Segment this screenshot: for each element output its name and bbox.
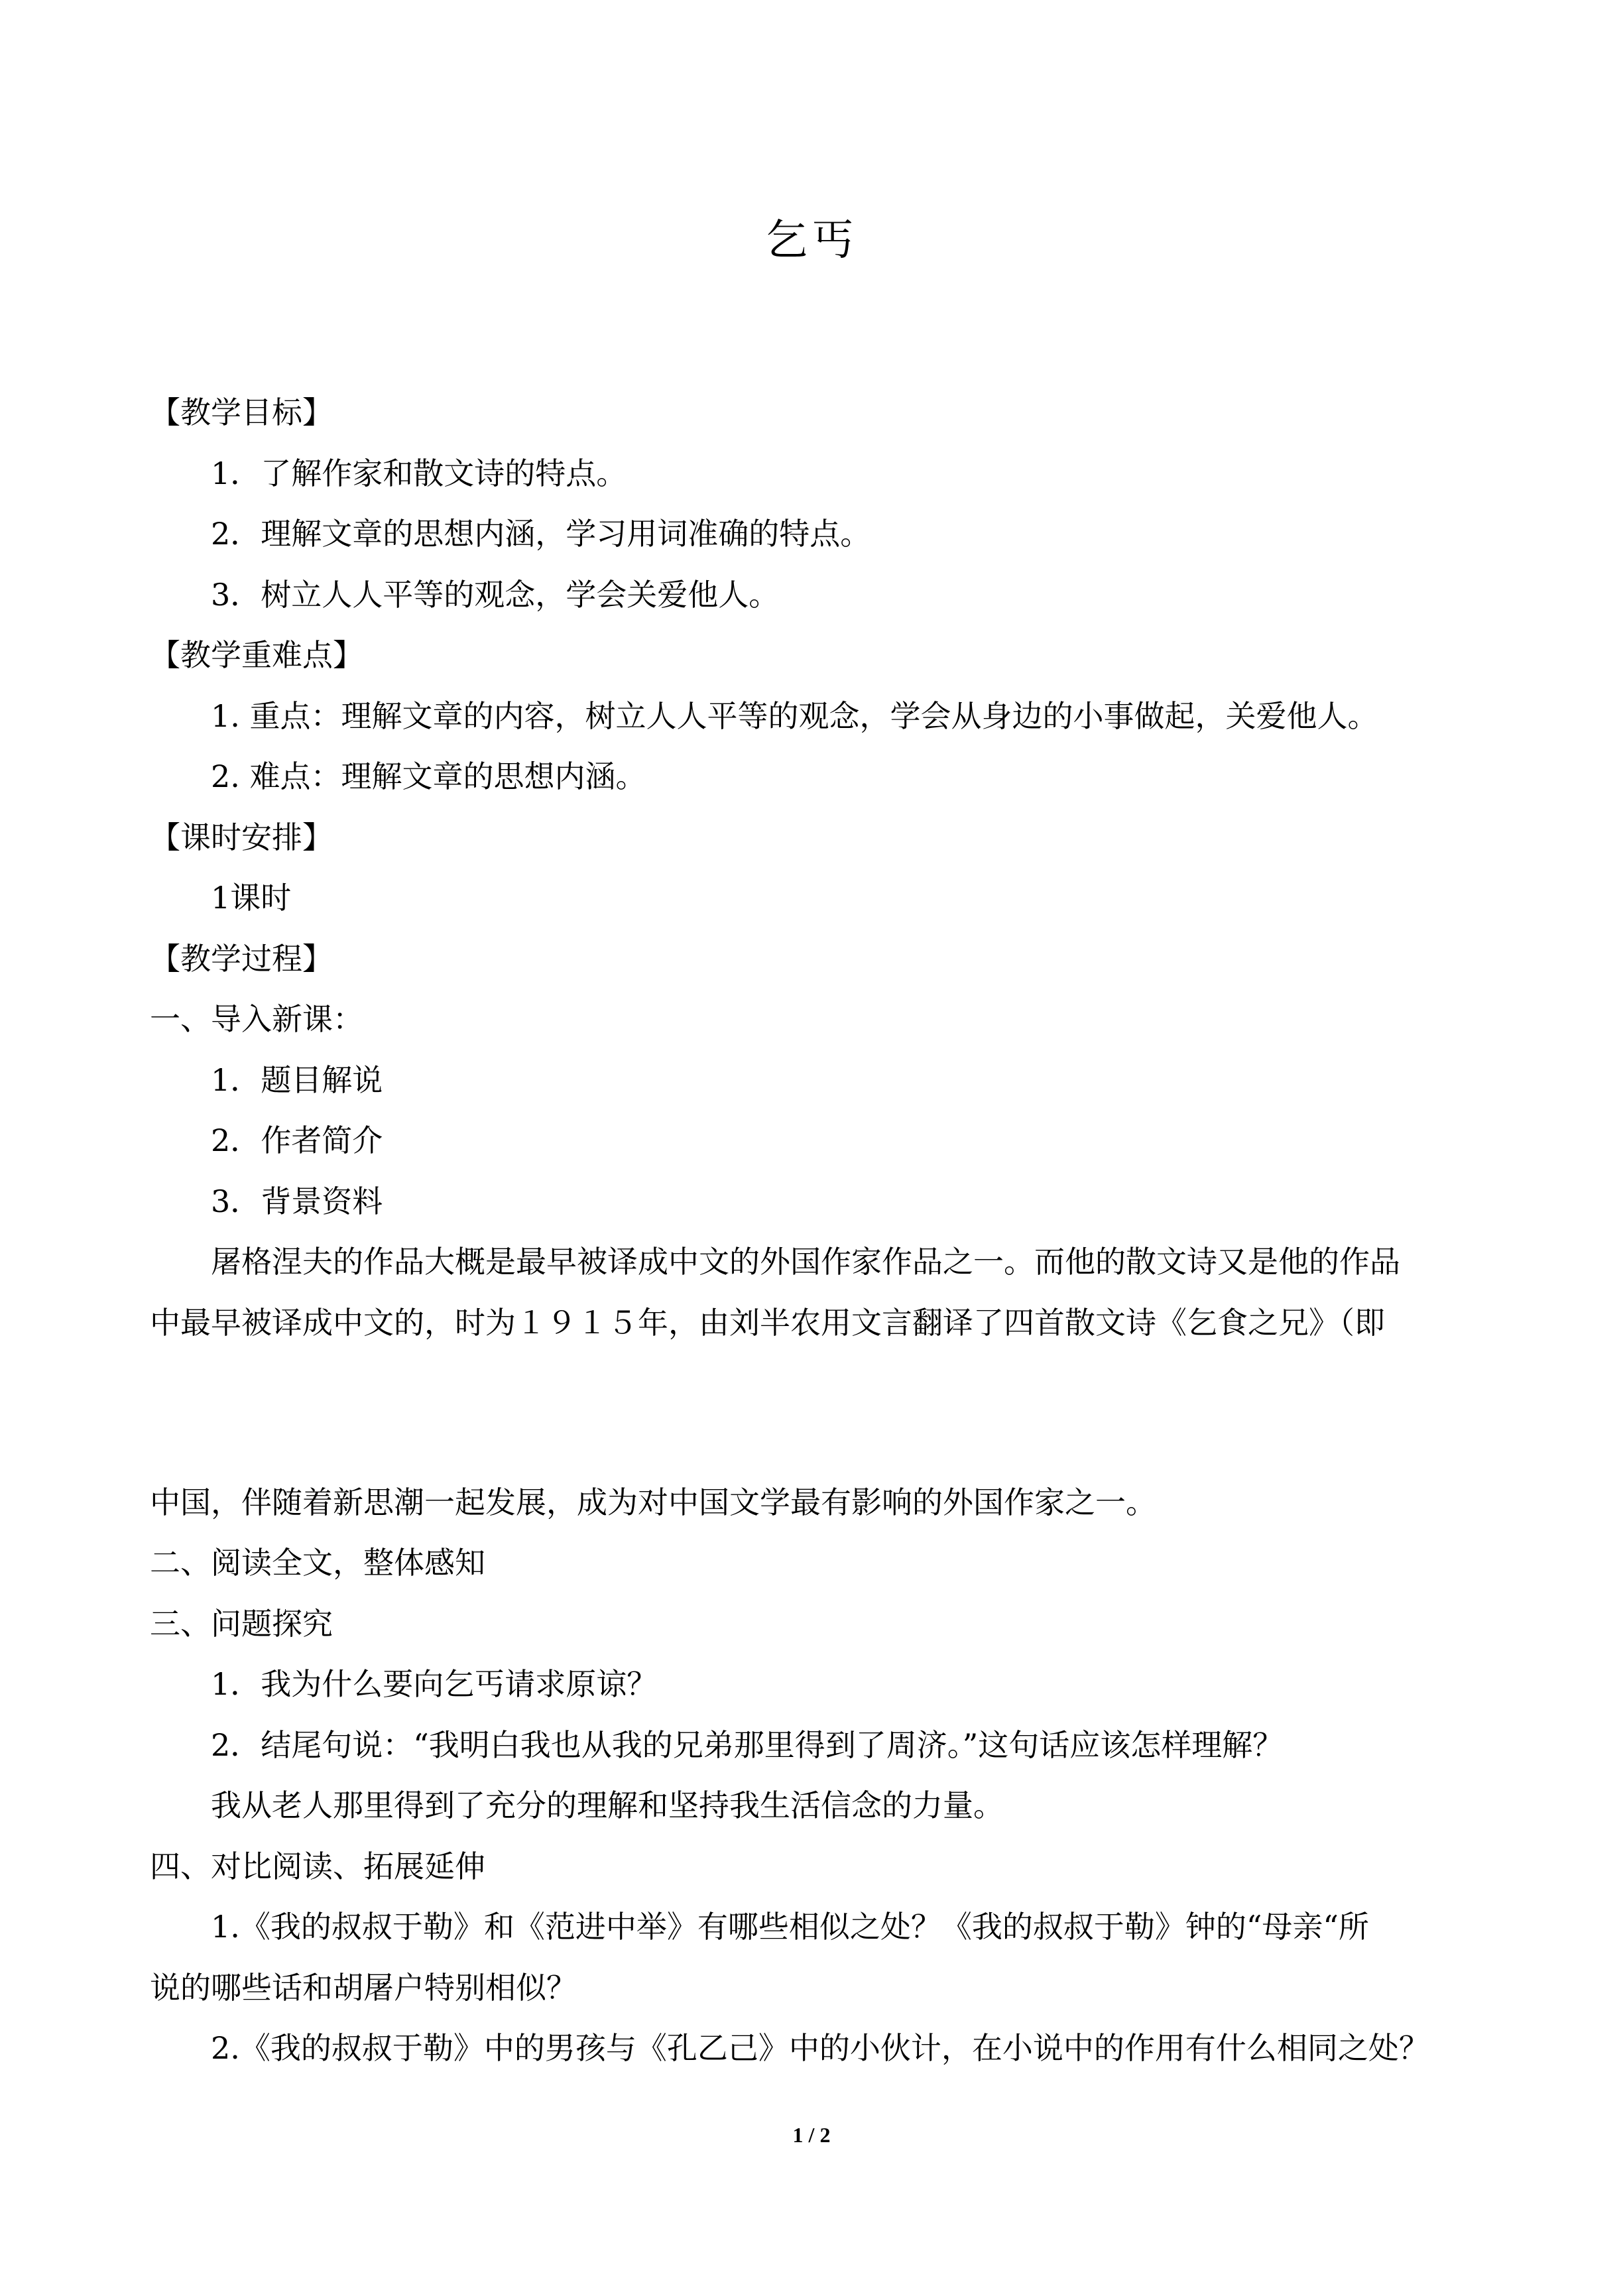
- read-title: 二、阅读全文，整体感知: [150, 1545, 485, 1581]
- goal-item-3: 3．树立人人平等的观念，学会关爱他人。: [211, 577, 780, 613]
- goal-item-2: 2．理解文章的思想内涵，学习用词准确的特点。: [211, 516, 871, 552]
- goal-item-1: 1．了解作家和散文诗的特点。: [211, 455, 627, 491]
- intro-title: 一、导入新课：: [150, 1001, 363, 1037]
- difficulty-item-1: 1. 重点：理解文章的内容，树立人人平等的观念，学会从身边的小事做起，关爱他人。: [211, 698, 1378, 734]
- schedule-heading: 【课时安排】: [150, 819, 333, 855]
- explore-answer: 我从老人那里得到了充分的理解和坚持我生活信念的力量。: [211, 1787, 1004, 1823]
- page-number: 1 / 2: [792, 2123, 831, 2147]
- goals-heading: 【教学目标】: [150, 394, 333, 430]
- schedule-value: 1课时: [211, 880, 292, 916]
- intro-paragraph-line-2: 中最早被译成中文的，时为１９１５年，由刘半农用文言翻译了四首散文诗《乞食之兄》（即: [150, 1305, 1385, 1341]
- process-heading: 【教学过程】: [150, 941, 333, 977]
- compare-question-1-line-1: 1.《我的叔叔于勒》和《范进中举》有哪些相似之处？《我的叔叔于勒》钟的“母亲“所: [211, 1909, 1369, 1945]
- explore-question-2: 2．结尾句说：“我明白我也从我的兄弟那里得到了周济。”这句话应该怎样理解？: [211, 1727, 1284, 1763]
- explore-question-1: 1．我为什么要向乞丐请求原谅？: [211, 1666, 658, 1702]
- intro-item-1: 1．题目解说: [211, 1062, 383, 1098]
- compare-question-2: 2.《我的叔叔于勒》中的男孩与《孔乙己》中的小伙计，在小说中的作用有什么相同之处？: [211, 2030, 1429, 2066]
- intro-paragraph-line-3: 中国，伴随着新思潮一起发展，成为对中国文学最有影响的外国作家之一。: [150, 1484, 1156, 1520]
- difficulties-heading: 【教学重难点】: [150, 637, 363, 673]
- intro-item-2: 2．作者简介: [211, 1122, 383, 1158]
- difficulty-item-2: 2. 难点：理解文章的思想内涵。: [211, 758, 646, 794]
- compare-question-1-line-2: 说的哪些话和胡屠户特别相似？: [150, 1970, 577, 2006]
- explore-title: 三、问题探究: [150, 1606, 333, 1642]
- intro-paragraph-line-1: 屠格涅夫的作品大概是最早被译成中文的外国作家作品之一。而他的散文诗又是他的作品: [211, 1244, 1400, 1280]
- page-title: 乞丐: [765, 216, 858, 265]
- intro-item-3: 3．背景资料: [211, 1183, 383, 1219]
- compare-title: 四、对比阅读、拓展延伸: [150, 1848, 485, 1884]
